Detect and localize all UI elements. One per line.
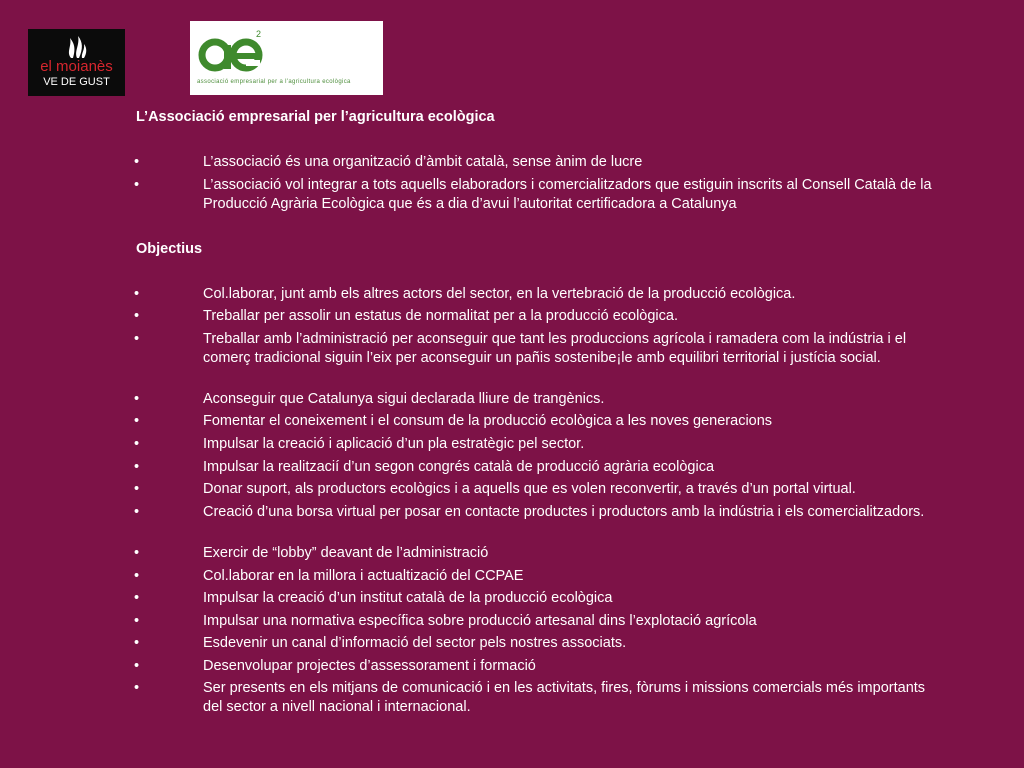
bullet-text: Ser presents en els mitjans de comunicació i en les activitats, fires, fòrums i missions comercials més importants del sector a nivell nacional i internacional. bbox=[203, 680, 926, 715]
bullet-text: Col.laborar en la millora i actualtizació del CCPAE bbox=[203, 568, 524, 584]
bullet-text: Desenvolupar projectes d’assessorament i formació bbox=[203, 658, 536, 674]
bullet-icon: • bbox=[134, 590, 140, 606]
ae-mark-icon bbox=[194, 27, 264, 77]
moianes-brand: el moianès bbox=[40, 58, 113, 75]
bullet-icon: • bbox=[134, 481, 140, 497]
bullet-text: Esdevenir un canal d’informació del sector pels nostres associats. bbox=[203, 635, 627, 651]
bullet-text: L’associació vol integrar a tots aquells elaboradors i comercialitzadors que estiguin inscrits al Consell Català de la Producció Agrària Ecològica que és a dia d’avui l’autoritat certificadora a Catalunya bbox=[203, 177, 932, 212]
bullet-text: Col.laborar, junt amb els altres actors del sector, en la vertebració de la producció ecològica. bbox=[203, 286, 796, 302]
bullet-text: L’associació és una organització d’àmbit català, sense ànim de lucre bbox=[203, 154, 643, 170]
ae-superscript: 2 bbox=[256, 29, 262, 39]
bullet-text: Treballar amb l’administració per aconseguir que tant les produccions agrícola i ramadera com la indústria i el comerç tradicional siguin l’eix per aconseguir un pañis sostenibe¡le amb equilibri territorial i justícia social. bbox=[203, 331, 907, 366]
association-subtitle: associació empresarial per a l'agricultura ecològica bbox=[197, 79, 351, 85]
objectives-title: Objectius bbox=[136, 241, 203, 257]
bullet-icon: • bbox=[134, 308, 140, 324]
bullet-icon: • bbox=[134, 613, 140, 629]
bullet-text: Treballar per assolir un estatus de normalitat per a la producció ecològica. bbox=[203, 308, 678, 324]
bullet-text: Exercir de “lobby” deavant de l’administració bbox=[203, 545, 489, 561]
moianes-tagline: VE DE GUST bbox=[43, 76, 110, 88]
bullet-text: Impulsar una normativa específica sobre producció artesanal dins l’explotació agrícola bbox=[203, 613, 757, 629]
bullet-icon: • bbox=[134, 459, 140, 475]
bullet-icon: • bbox=[134, 436, 140, 452]
moianes-logo bbox=[28, 29, 125, 96]
intro-title: L’Associació empresarial per l’agricultura ecològica bbox=[136, 109, 495, 125]
bullet-text: Creació d’una borsa virtual per posar en contacte productes i productors amb la indústria i els comercialitzadors. bbox=[203, 504, 925, 520]
bullet-icon: • bbox=[134, 331, 140, 347]
bullet-icon: • bbox=[134, 413, 140, 429]
bullet-icon: • bbox=[134, 545, 140, 561]
bullet-icon: • bbox=[134, 286, 140, 302]
bullet-icon: • bbox=[134, 680, 140, 696]
bullet-icon: • bbox=[134, 504, 140, 520]
bullet-text: Fomentar el coneixement i el consum de la producció ecològica a les noves generacions bbox=[203, 413, 773, 429]
bullet-icon: • bbox=[134, 391, 140, 407]
bullet-text: Impulsar la creació d’un institut català de la producció ecològica bbox=[203, 590, 613, 606]
association-logo bbox=[190, 21, 383, 95]
bullet-icon: • bbox=[134, 154, 140, 170]
bullet-icon: • bbox=[134, 568, 140, 584]
bullet-icon: • bbox=[134, 635, 140, 651]
bullet-text: Impulsar la realitzacií d’un segon congrés català de producció agrària ecològica bbox=[203, 459, 715, 475]
bullet-text: Donar suport, als productors ecològics i a aquells que es volen reconvertir, a través d’un portal virtual. bbox=[203, 481, 856, 497]
bullet-text: Impulsar la creació i aplicació d’un pla estratègic pel sector. bbox=[203, 436, 585, 452]
flame-icon bbox=[64, 34, 88, 60]
bullet-icon: • bbox=[134, 177, 140, 193]
bullet-icon: • bbox=[134, 658, 140, 674]
bullet-text: Aconseguir que Catalunya sigui declarada lliure de trangènics. bbox=[203, 391, 605, 407]
